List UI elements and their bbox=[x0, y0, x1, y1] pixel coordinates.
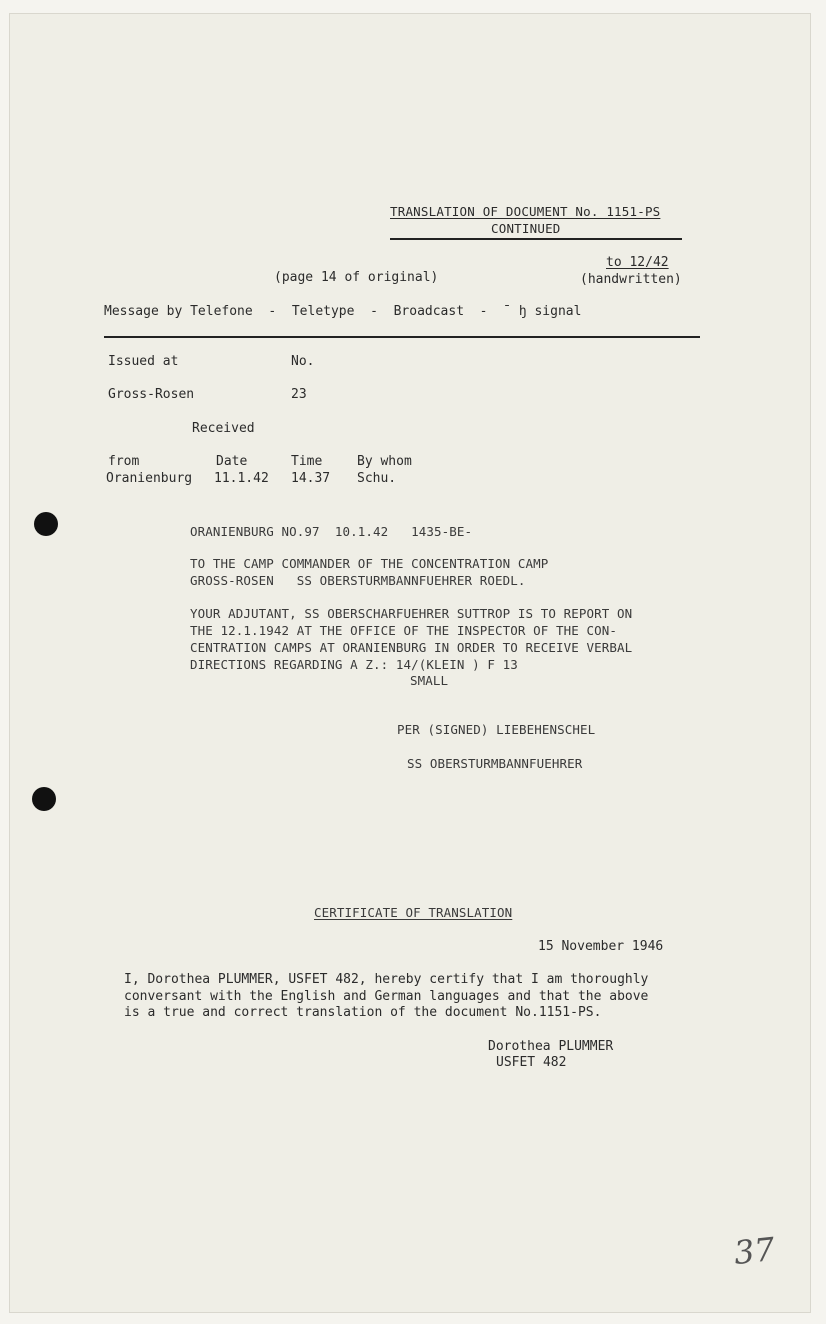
from-label: from bbox=[108, 454, 140, 469]
time-label: Time bbox=[291, 454, 323, 469]
certificate-date: 15 November 1946 bbox=[538, 939, 664, 954]
by-whom-label: By whom bbox=[357, 454, 412, 469]
message-body-line-3: CENTRATION CAMPS AT ORANIENBURG IN ORDER TO RECEIVE VERBAL bbox=[190, 640, 633, 655]
issued-at-label: Issued at bbox=[108, 354, 179, 369]
certificate-line-2: conversant with the English and German languages and that the above bbox=[124, 989, 649, 1004]
message-body-line-5: SMALL bbox=[410, 673, 449, 688]
doc-title: TRANSLATION OF DOCUMENT No. 1151-PS bbox=[390, 204, 661, 219]
message-type-line: Message by Telefone - Teletype - Broadcast - ˉ ꜧ signal bbox=[104, 304, 582, 319]
message-to-line-1: TO THE CAMP COMMANDER OF THE CONCENTRATION CAMP bbox=[190, 556, 549, 571]
message-body-line-4: DIRECTIONS REGARDING A Z.: 14/(KLEIN ) F 13 bbox=[190, 657, 518, 672]
punch-hole-bottom bbox=[32, 787, 56, 811]
certificate-signer-name: Dorothea PLUMMER bbox=[488, 1039, 614, 1054]
ref-handwritten-label: (handwritten) bbox=[580, 272, 682, 287]
certificate-line-3: is a true and correct translation of the document No.1151-PS. bbox=[124, 1005, 602, 1020]
document-page bbox=[10, 14, 810, 1312]
message-signature-rank: SS OBERSTURMBANNFUEHRER bbox=[407, 756, 583, 771]
received-label: Received bbox=[192, 421, 255, 436]
header-rule bbox=[104, 336, 700, 338]
punch-hole-top bbox=[34, 512, 58, 536]
handwritten-page-number: 37 bbox=[732, 1229, 777, 1273]
no-label: No. bbox=[291, 354, 315, 369]
doc-title-continued: CONTINUED bbox=[491, 221, 561, 236]
certificate-title: CERTIFICATE OF TRANSLATION bbox=[314, 905, 513, 920]
message-body-line-1: YOUR ADJUTANT, SS OBERSCHARFUEHRER SUTTROP IS TO REPORT ON bbox=[190, 606, 633, 621]
date-label: Date bbox=[216, 454, 248, 469]
title-rule bbox=[390, 238, 682, 240]
certificate-line-1: I, Dorothea PLUMMER, USFET 482, hereby certify that I am thoroughly bbox=[124, 972, 649, 987]
from-value: Oranienburg bbox=[106, 471, 193, 486]
message-signature: PER (SIGNED) LIEBEHENSCHEL bbox=[397, 722, 596, 737]
date-value: 11.1.42 bbox=[214, 471, 269, 486]
issued-place: Gross-Rosen bbox=[108, 387, 195, 402]
message-to-line-2: GROSS-ROSEN SS OBERSTURMBANNFUEHRER ROEDL. bbox=[190, 573, 526, 588]
issued-no: 23 bbox=[291, 387, 307, 402]
message-ref-line: ORANIENBURG NO.97 10.1.42 1435-BE- bbox=[190, 524, 473, 539]
ref-handwritten: to 12/42 bbox=[606, 255, 669, 270]
page-note: (page 14 of original) bbox=[274, 270, 439, 285]
message-body-line-2: THE 12.1.1942 AT THE OFFICE OF THE INSPECTOR OF THE CON- bbox=[190, 623, 618, 638]
by-whom-value: Schu. bbox=[357, 471, 397, 486]
time-value: 14.37 bbox=[291, 471, 331, 486]
certificate-signer-unit: USFET 482 bbox=[496, 1055, 567, 1070]
